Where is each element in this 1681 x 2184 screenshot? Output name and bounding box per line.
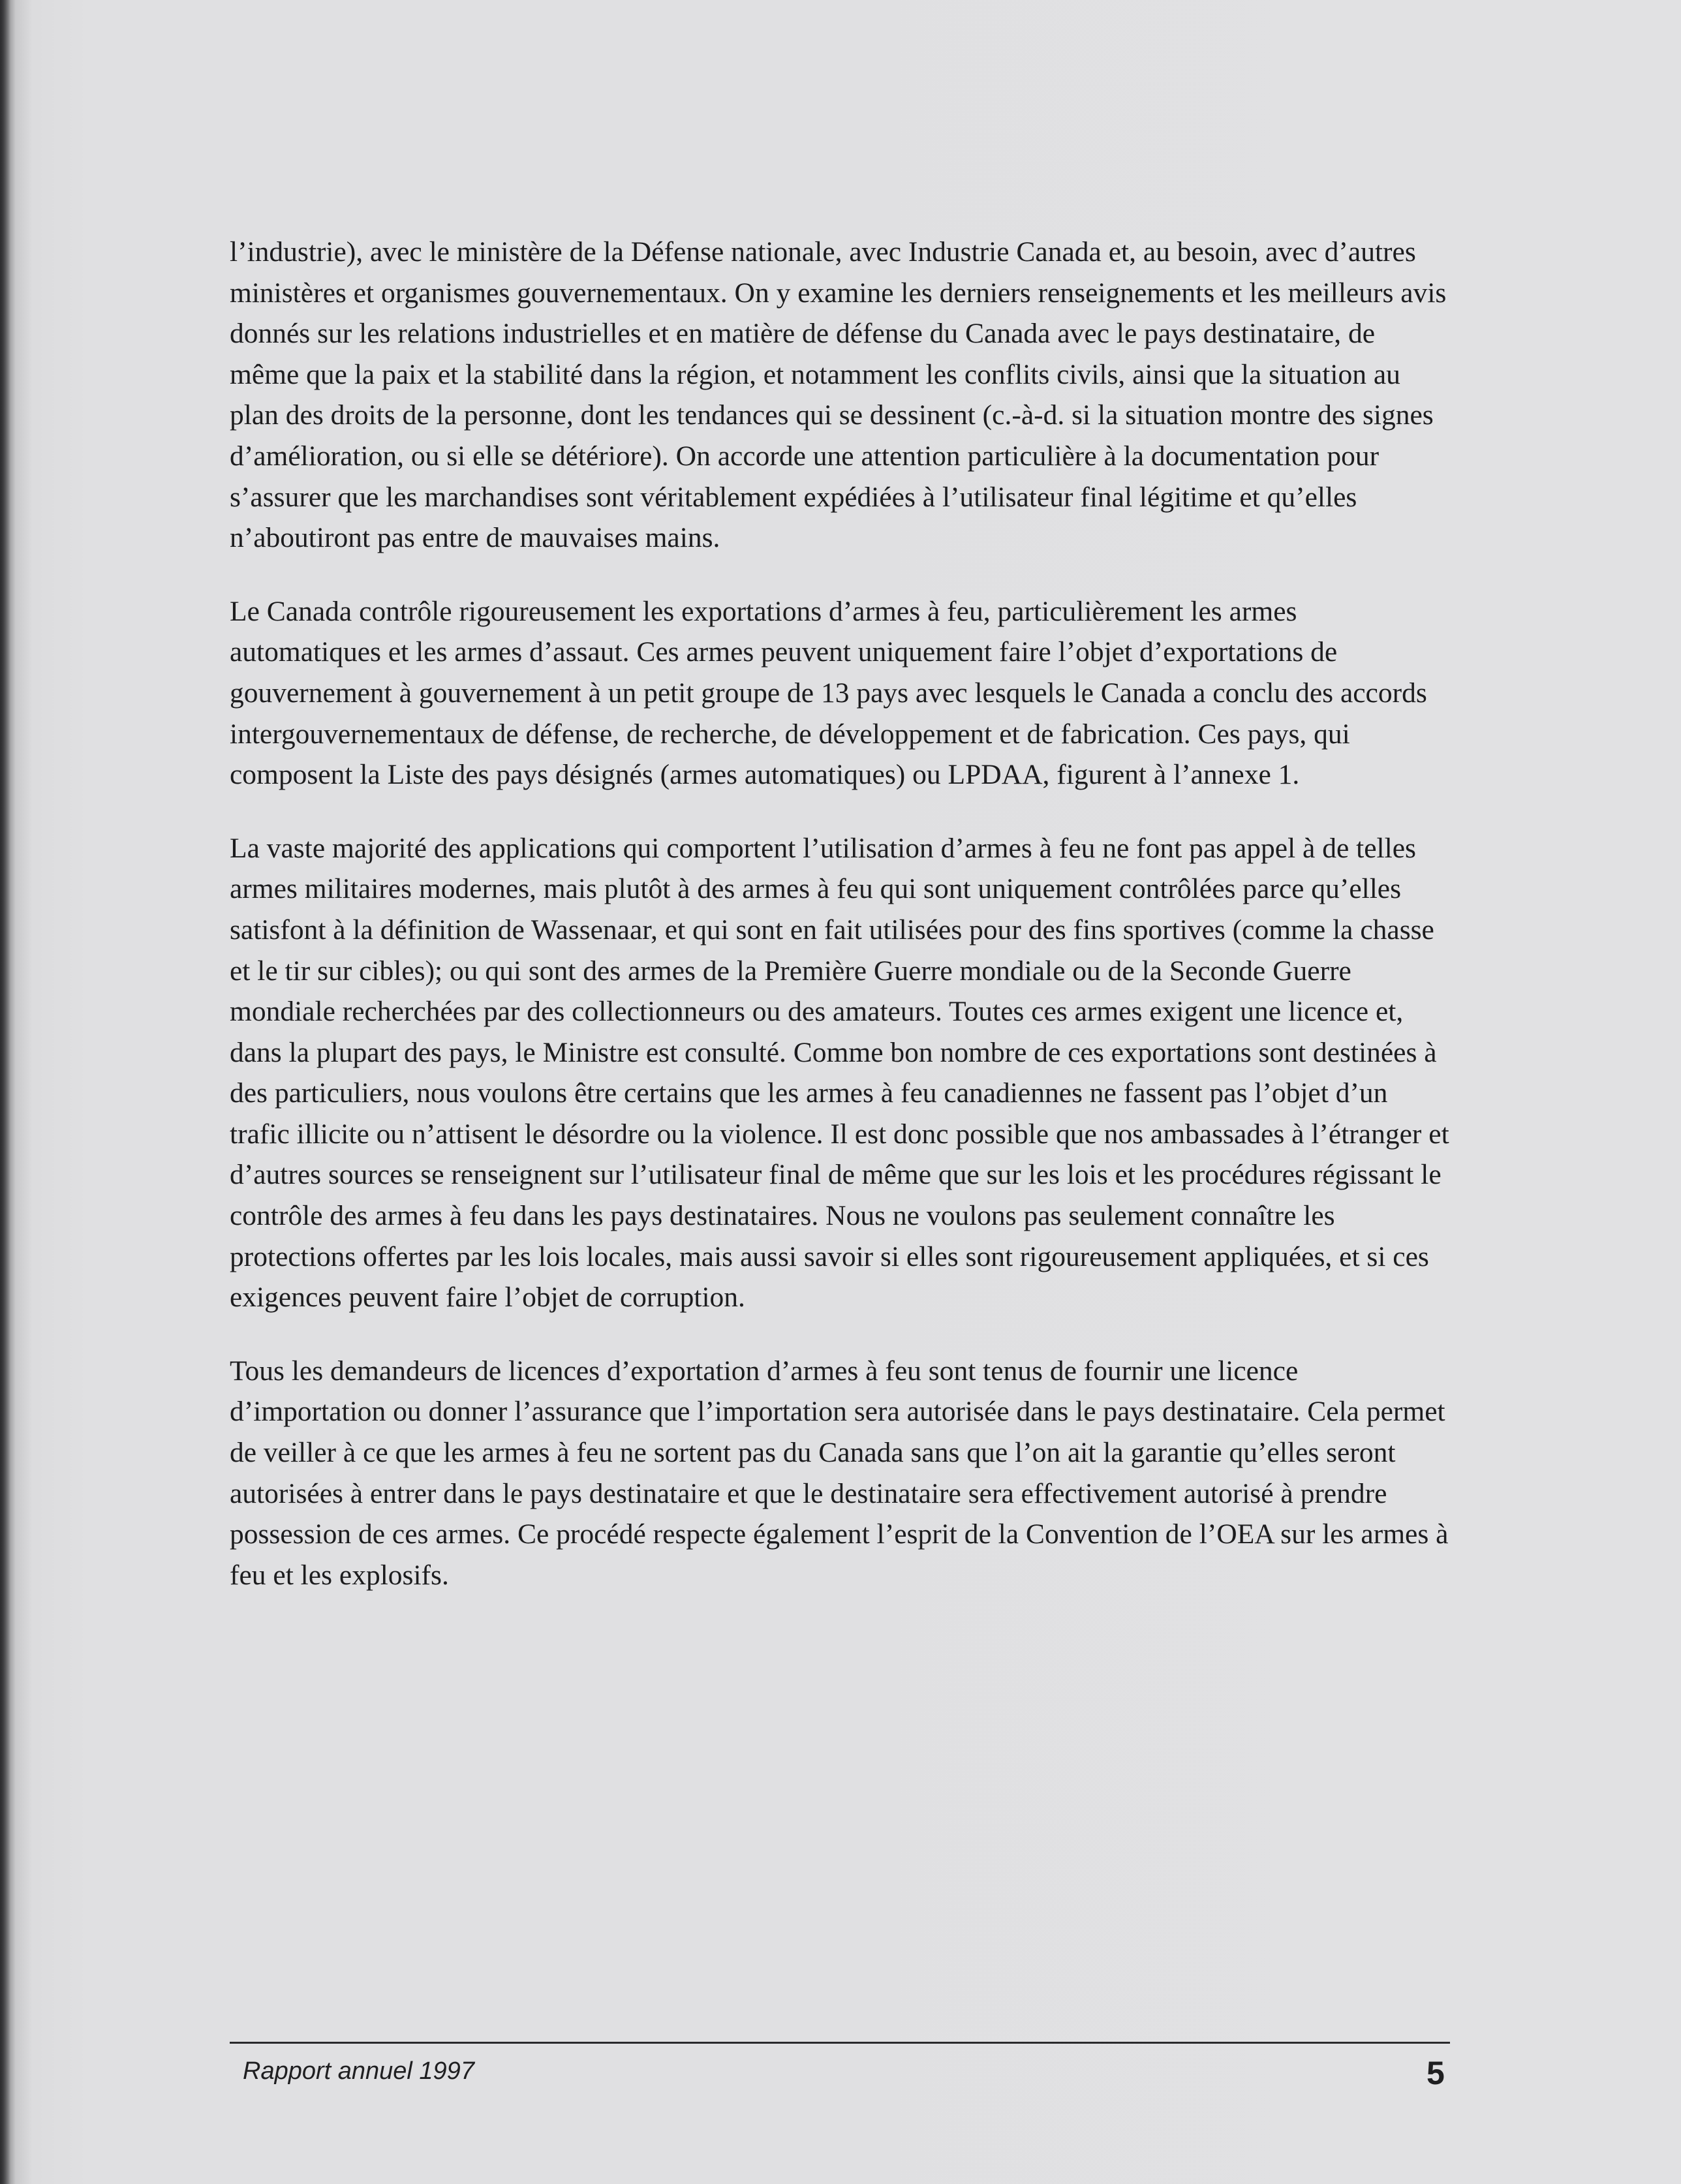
page-number: 5 (1427, 2055, 1445, 2091)
paragraph-1: l’industrie), avec le ministère de la Défense nationale, avec Industrie Canada et, au besoin, avec d’autres ministères et organismes gouvernementaux. On y examine les derniers renseignements et les meilleurs avis donnés sur les relations industrielles et en matière de défense du Canada avec le pays destinataire, de même que la paix et la stabilité dans la région, et notamment les conflits civils, ainsi que la situation au plan des droits de la personne, dont les tendances qui se dessinent (c.-à-d. si la situation montre des signes d’amélioration, ou si elle se détériore). On accorde une attention particulière à la documentation pour s’assurer que les marchandises sont véritablement expédiées à l’utilisateur final légitime et qu’elles n’aboutiront pas entre de mauvaises mains. (230, 236, 1447, 554)
paragraph-2: Le Canada contrôle rigoureusement les exportations d’armes à feu, particulièrement les armes automatiques et les armes d’assaut. Ces armes peuvent uniquement faire l’objet d’exportations de gouvernement à gouvernement à un petit groupe de 13 pays avec lesquels le Canada a conclu des accords intergouvernementaux de défense, de recherche, de développement et de fabrication. Ces pays, qui composent la Liste des pays désignés (armes automatiques) ou LPDAA, figurent à l’annexe 1. (230, 595, 1427, 791)
body-text (230, 232, 1450, 1628)
paragraph-4: Tous les demandeurs de licences d’exportation d’armes à feu sont tenus de fournir une licence d’importation ou donner l’assurance que l’importation sera autorisée dans le pays destinataire. Cela permet de veiller à ce que les armes à feu ne sortent pas du Canada sans que l’on ait la garantie qu’elles seront autorisées à entrer dans le pays destinataire et que le destinataire sera effectivement autorisé à prendre possession de ces armes. Ce procédé respecte également l’esprit de la Convention de l’OEA sur les armes à feu et les explosifs. (230, 1355, 1449, 1591)
page-binding-shadow (0, 0, 10, 2184)
footer-rule (230, 2042, 1450, 2044)
footer-title: Rapport annuel 1997 (243, 2057, 474, 2085)
paragraph-3: La vaste majorité des applications qui comportent l’utilisation d’armes à feu ne font pas appel à de telles armes militaires modernes, mais plutôt à des armes à feu qui sont uniquement contrôlées parce qu’elles satisfont à la définition de Wassenaar, et qui sont en fait utilisées pour des fins sportives (comme la chasse et le tir sur cibles); ou qui sont des armes de la Première Guerre mondiale ou de la Seconde Guerre mondiale recherchées par des collectionneurs ou des amateurs. Toutes ces armes exigent une licence et, dans la plupart des pays, le Ministre est consulté. Comme bon nombre de ces exportations sont destinées à des particuliers, nous voulons être certains que les armes à feu canadiennes ne fassent pas l’objet d’un trafic illicite ou n’attisent le désordre ou la violence. Il est donc possible que nos ambassades à l’étranger et d’autres sources se renseignent sur l’utilisateur final de même que sur les lois et les procédures régissant le contrôle des armes à feu dans les pays destinataires. Nous ne voulons pas seulement connaître les protections offertes par les lois locales, mais aussi savoir si elles sont rigoureusement appliquées, et si ces exigences peuvent faire l’objet de corruption. (230, 832, 1449, 1314)
